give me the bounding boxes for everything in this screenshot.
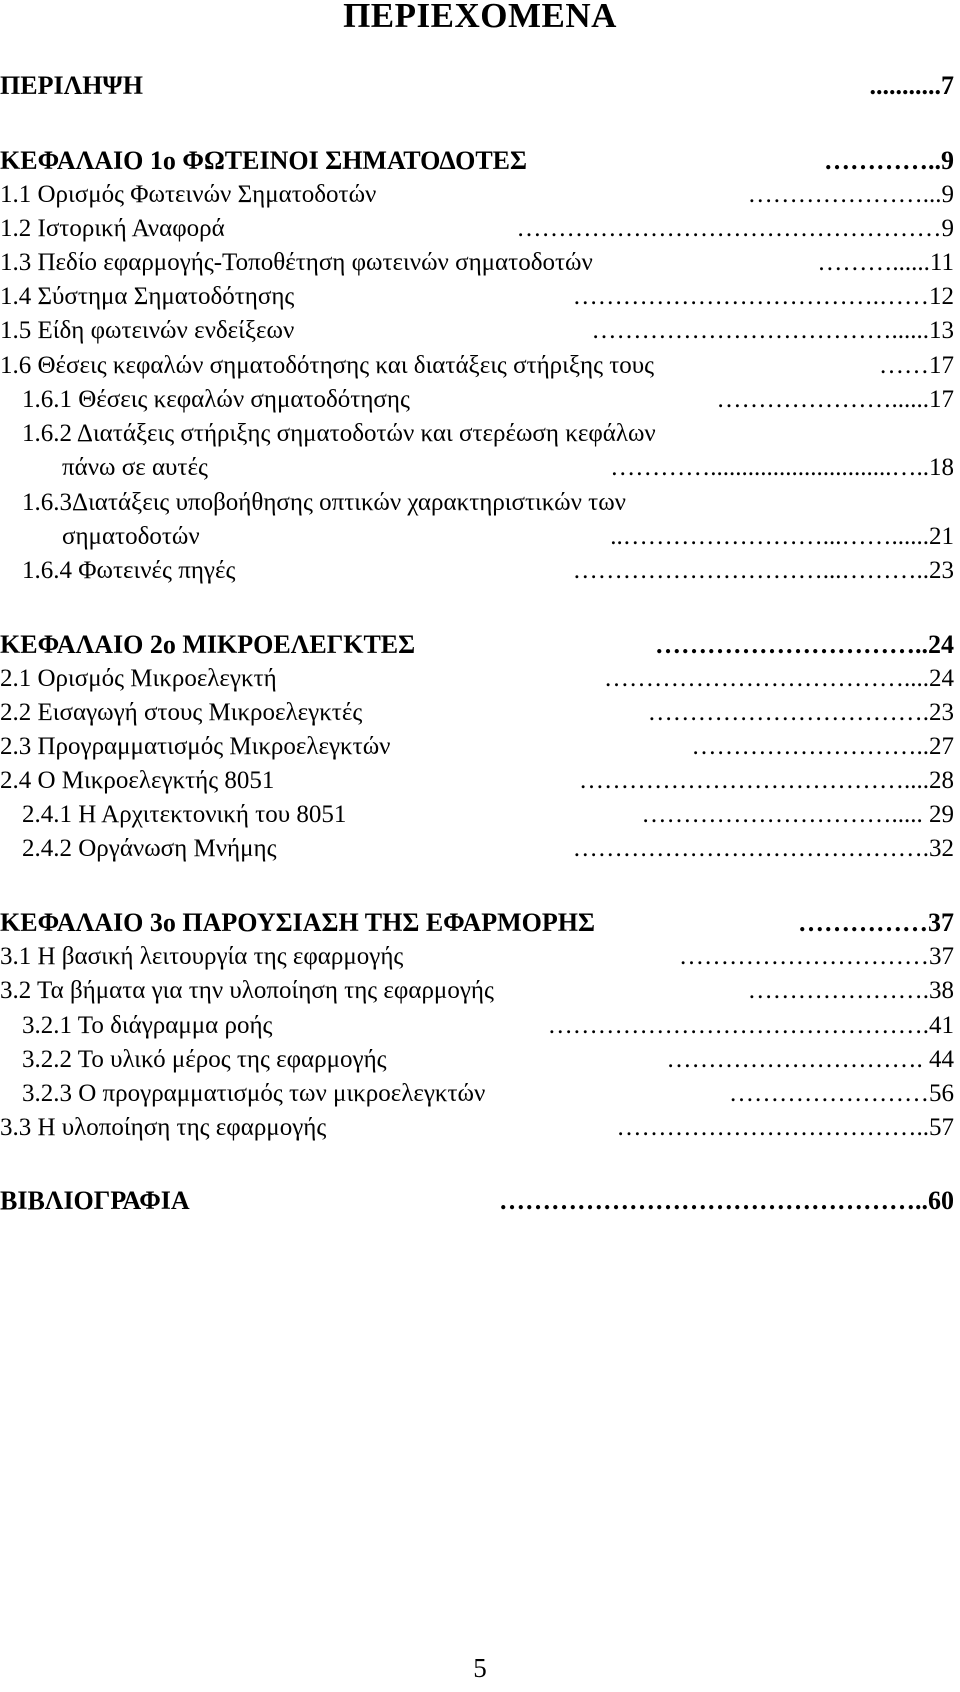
toc-entry <box>0 906 960 940</box>
toc-entry-page: ……………………56 <box>729 1080 954 1107</box>
toc-entry <box>0 246 960 280</box>
toc-entry-title: πάνω σε αυτές <box>62 454 208 481</box>
toc-entry <box>0 730 960 764</box>
toc-entry <box>0 1111 960 1145</box>
toc-entry-page: …………………......17 <box>716 386 954 413</box>
toc-entry <box>0 832 960 866</box>
toc-entry-page: ...........7 <box>869 71 954 100</box>
toc-entry-title: 1.6.1 Θέσεις κεφαλών σηματοδότησης <box>22 386 410 413</box>
page-title: ΠΕΡΙΕΧΟΜΕΝΑ <box>343 0 617 35</box>
toc-entry-page: …………………...9 <box>747 181 954 208</box>
toc-entry-title: 3.1 Η βασική λειτουργία της εφαρμογής <box>0 943 404 970</box>
toc-entry-page: ……………………………………….41 <box>547 1012 954 1039</box>
toc-entry-title: σηματοδοτών <box>62 523 200 550</box>
toc-entry <box>0 798 960 832</box>
toc-entry-title: 2.4.2 Οργάνωση Μνήμης <box>22 835 277 862</box>
toc-entry-title: 2.1 Ορισμός Μικροελεγκτή <box>0 665 277 692</box>
toc-entry <box>0 520 960 554</box>
toc-entry-page: …………………………...………..23 <box>572 557 954 584</box>
toc-entry <box>0 314 960 348</box>
toc-entry-title: 1.5 Είδη φωτεινών ενδείξεων <box>0 317 295 344</box>
toc-entry <box>0 1184 960 1218</box>
toc-entry-title: 1.3 Πεδίο εφαρμογής-Τοποθέτηση φωτεινών σηματοδοτών <box>0 249 593 276</box>
toc-entry <box>0 144 960 178</box>
toc-entry <box>0 417 960 451</box>
toc-entry <box>0 178 960 212</box>
toc-entry <box>0 486 960 520</box>
toc-entry-title: 3.2.3 Ο προγραμματισμός των μικροελεγκτών <box>22 1080 486 1107</box>
toc-entry-title: 3.2.2 Το υλικό μέρος της εφαρμογής <box>22 1046 387 1073</box>
toc-entry <box>0 1077 960 1111</box>
toc-entry-title: 1.2 Ιστορική Αναφορά <box>0 215 225 242</box>
toc-entry-page: ………......11 <box>817 249 954 276</box>
toc-entry <box>0 662 960 696</box>
toc-entry <box>0 974 960 1008</box>
toc-entry-title: ΚΕΦΑΛΑΙΟ 1ο ΦΩΤΕΙΝΟΙ ΣΗΜΑΤΟΔΟΤΕΣ <box>0 146 527 175</box>
toc-entry <box>0 696 960 730</box>
toc-entry-page: ………………………………..57 <box>616 1114 954 1141</box>
toc-entry-page: ………………………………......13 <box>591 317 954 344</box>
toc-entry <box>0 280 960 314</box>
toc-entry <box>0 628 960 662</box>
toc-entry-title: ΚΕΦΑΛΑΙΟ 3ο ΠΑΡΟΥΣΙΑΣΗ ΤΗΣ ΕΦΑΡΜΟΡΗΣ <box>0 908 595 937</box>
toc-entry-page: ………………………………....24 <box>604 665 954 692</box>
toc-entry-page: …………..9 <box>824 146 954 175</box>
toc-entry-title: 1.4 Σύστημα Σηματοδότησης <box>0 283 295 310</box>
toc-entry-page: …………………………………………..60 <box>499 1186 954 1215</box>
toc-entry-title: ΠΕΡΙΛΗΨΗ <box>0 71 143 100</box>
toc-entry-title: ΚΕΦΑΛΑΙΟ 2ο ΜΙΚΡΟΕΛΕΓΚΤΕΣ <box>0 630 416 659</box>
toc-entry-page: …………………………..... 29 <box>641 801 954 828</box>
toc-entry-title: 1.1 Ορισμός Φωτεινών Σηματοδοτών <box>0 181 377 208</box>
toc-entry-title: 3.2 Τα βήματα για την υλοποίηση της εφαρμογής <box>0 977 494 1004</box>
toc-entry <box>0 212 960 246</box>
toc-entry <box>0 1009 960 1043</box>
toc-entry-page: ………………….38 <box>747 977 954 1004</box>
toc-entry-page: ………………………..27 <box>691 733 954 760</box>
toc-entry <box>0 940 960 974</box>
toc-entry-title: 1.6 Θέσεις κεφαλών σηματοδότησης και διατάξεις στήριξης τους <box>0 352 655 379</box>
toc-entry-title: 3.3 Η υλοποίηση της εφαρμογής <box>0 1114 327 1141</box>
toc-entry-page: …………………………….23 <box>647 699 954 726</box>
toc-entry-page: …………………………. 44 <box>666 1046 954 1073</box>
toc-entry-page: …………………………..24 <box>655 630 954 659</box>
toc-entry-title: 2.2 Εισαγωγή στους Μικροελεγκτές <box>0 699 363 726</box>
toc-entry <box>0 349 960 383</box>
toc-entry-page: ..……………………...……......21 <box>610 523 954 550</box>
toc-entry-page: …………………………37 <box>679 943 954 970</box>
toc-entry <box>0 554 960 588</box>
toc-entry-title: 2.3 Προγραμματισμός Μικροελεγκτών <box>0 733 391 760</box>
toc-entry-title: 3.2.1 Το διάγραμμα ροής <box>22 1012 273 1039</box>
toc-entry-page: ………….............................…..18 <box>610 454 954 481</box>
toc-entry <box>0 451 960 485</box>
toc-entry <box>0 383 960 417</box>
toc-entry-title: 1.6.2 Διατάξεις στήριξης σηματοδοτών και στερέωση κεφάλων <box>22 420 656 447</box>
toc-entry-page: ……………………………………………9 <box>516 215 954 242</box>
toc-entry <box>0 764 960 798</box>
toc-entry-page: ……17 <box>879 352 954 379</box>
toc-entry-page: ……………37 <box>798 908 954 937</box>
toc-entry <box>0 69 960 103</box>
toc-entry <box>0 1043 960 1077</box>
toc-entry-page: …………………………………….32 <box>572 835 954 862</box>
toc-entry-page: …………………………………....28 <box>579 767 954 794</box>
toc-entry-title: 2.4 Ο Μικροελεγκτής 8051 <box>0 767 275 794</box>
toc-entry-title: 1.6.4 Φωτεινές πηγές <box>22 557 236 584</box>
page-number: 5 <box>473 1653 487 1683</box>
toc-entry-title: 2.4.1 Η Αρχιτεκτονική του 8051 <box>22 801 347 828</box>
toc-entry-title: ΒΙΒΛΙΟΓΡΑΦΙΑ <box>0 1186 190 1215</box>
toc-entry-title: 1.6.3Διατάξεις υποβοήθησης οπτικών χαρακτηριστικών των <box>22 489 626 516</box>
toc-entry-page: ……………………………….……12 <box>572 283 954 310</box>
